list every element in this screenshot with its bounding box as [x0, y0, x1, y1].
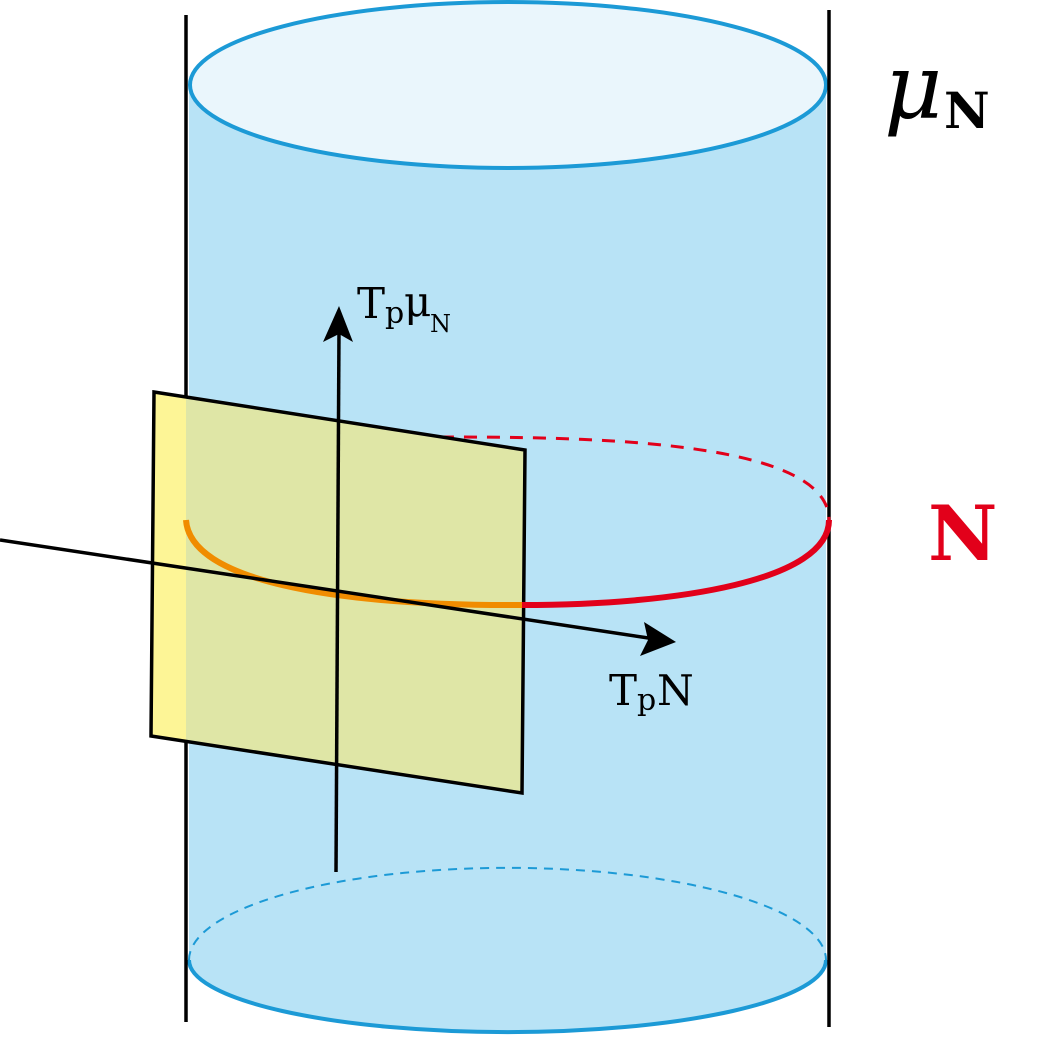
tangent-horizontal-label-p: p	[637, 683, 657, 718]
tangent-vertical-label-mu: μ	[404, 277, 432, 326]
tangent-vertical-label-subscript: N	[430, 310, 451, 338]
tangent-vertical-label-p: p	[385, 296, 405, 331]
manifold-label-subscript: N	[944, 81, 990, 140]
cylinder-top-cap	[190, 2, 826, 168]
manifold-label: μ	[884, 35, 943, 140]
tangent-horizontal-label-N: N	[657, 666, 694, 715]
tangent-vertical-label-main: T	[357, 279, 386, 328]
submanifold-label: N	[928, 489, 998, 578]
tangent-horizontal-label-main: T	[609, 666, 638, 715]
